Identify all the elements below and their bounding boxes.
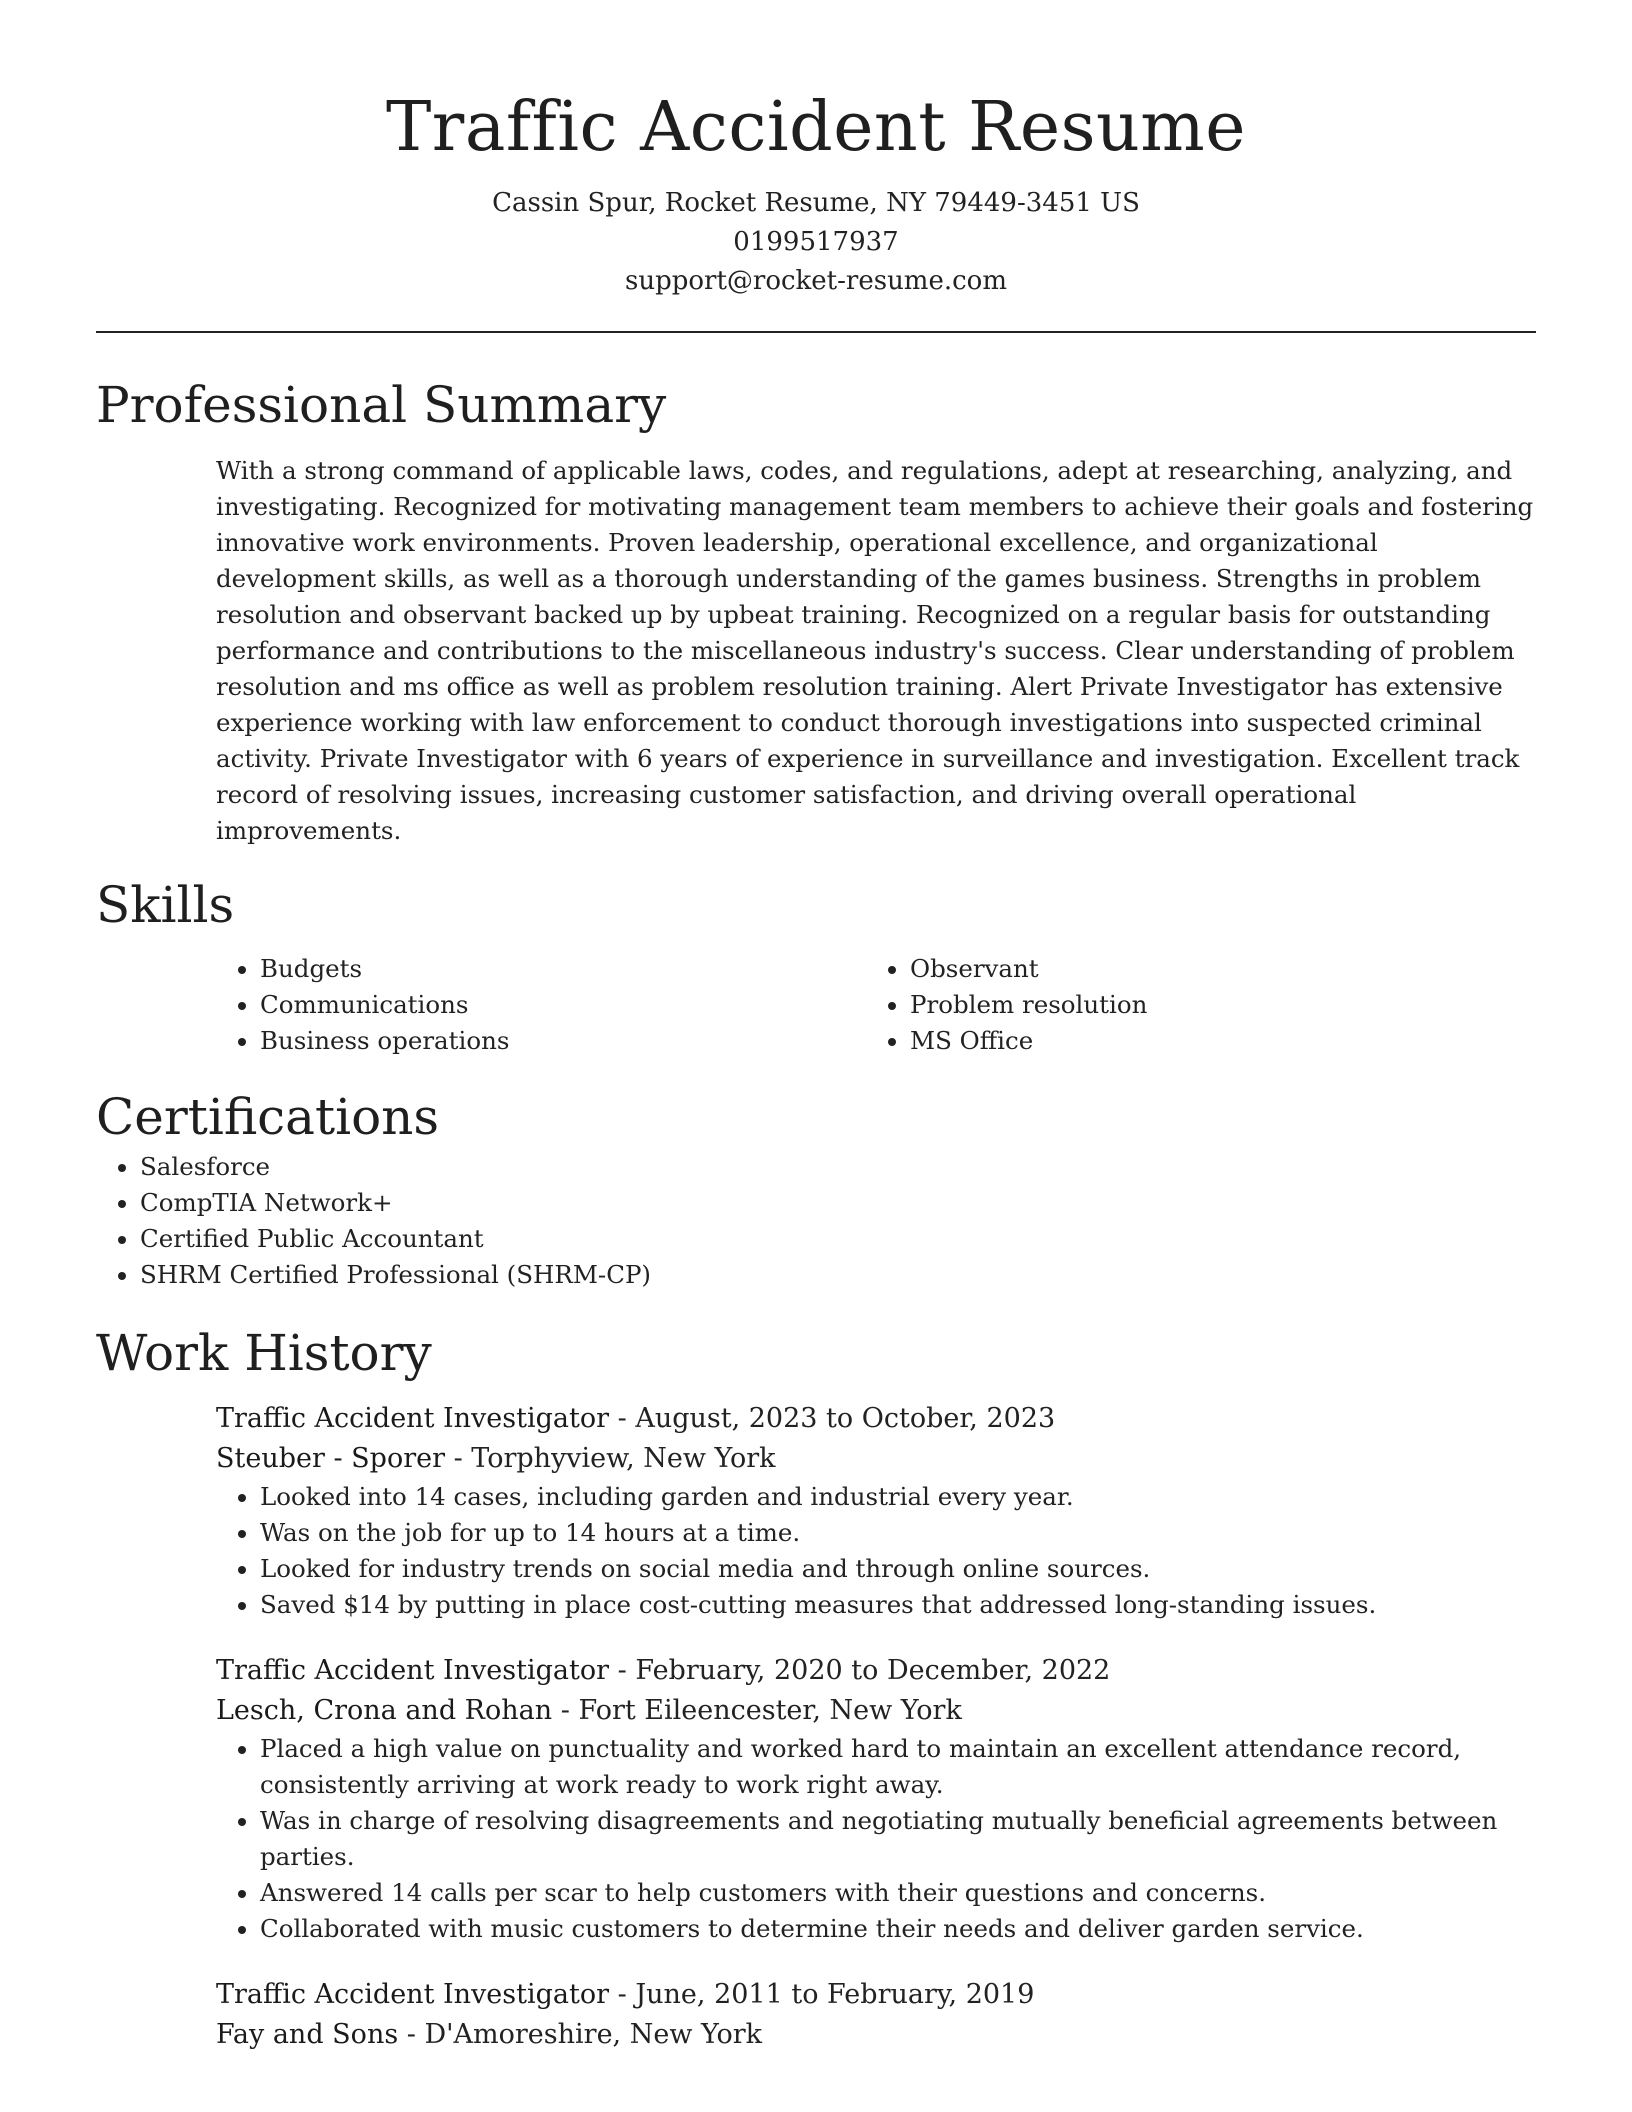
job-entry (216, 1399, 1536, 1623)
job-role-line (216, 1975, 1536, 2015)
skills-grid (216, 951, 1536, 1059)
job-bullets (216, 1479, 1536, 1623)
header-divider (96, 331, 1536, 333)
job-role-line (216, 1399, 1536, 1439)
skill-item: • Problem resolution (910, 987, 1516, 1023)
summary-text: With a strong command of applicable laws, codes, and regulations, adept at researching, analyzing, and investigating. Recognized for motivating management team members to achieve their goals and fostering innovative work environments. Proven leadership, operational excellence, and organizational development skills, as well as a thorough understanding of the games business. Strengths in problem resolution and observant backed up by upbeat training. Recognized on a regular basis for outstanding performance and contributions to the miscellaneous industry's success. Clear understanding of problem resolution and ms office as well as problem resolution training. Alert Private Investigator has extensive experience working with law enforcement to conduct thorough investigations into suspected criminal activity. Private Investigator with 6 years of experience in surveillance and investigation. Excellent track record of resolving issues, increasing customer satisfaction, and driving overall operational improvements. (216, 456, 1534, 845)
section-title-certifications: Certifications (96, 1088, 440, 1146)
job-company: Fay and Sons (216, 2019, 399, 2050)
certification-item: • Salesforce (140, 1149, 1536, 1185)
job-role: Traffic Accident Investigator (216, 1979, 610, 2010)
job-bullet: • Was in charge of resolving disagreements and negotiating mutually beneficial agreements between parties. (260, 1803, 1536, 1875)
job-location: - Torphyview, New York (445, 1443, 776, 1474)
job-role: Traffic Accident Investigator (216, 1655, 610, 1686)
job-company-line (216, 1691, 1536, 1731)
job-location: - D'Amoreshire, New York (398, 2019, 763, 2050)
skill-item: • Observant (910, 951, 1516, 987)
phone: 0199517937 (733, 227, 899, 257)
address: Cassin Spur, Rocket Resume, NY 79449-3451 US (492, 188, 1140, 218)
job-bullet: • Answered 14 calls per scar to help customers with their questions and concerns. (260, 1875, 1536, 1911)
skills-column-left (216, 951, 866, 1059)
job-dates: - August, 2023 to October, 2023 (609, 1403, 1056, 1434)
job-bullet: • Looked for industry trends on social media and through online sources. (260, 1551, 1536, 1587)
certification-item: • CompTIA Network+ (140, 1185, 1536, 1221)
job-bullets (216, 1731, 1536, 1947)
job-bullet: • Collaborated with music customers to determine their needs and deliver garden service. (260, 1911, 1536, 1947)
job-bullet: • Looked into 14 cases, including garden and industrial every year. (260, 1479, 1536, 1515)
job-dates: - February, 2020 to December, 2022 (609, 1655, 1111, 1686)
section-title-work-history: Work History (96, 1324, 432, 1382)
job-company-line (216, 2015, 1536, 2055)
job-bullet: • Was on the job for up to 14 hours at a time. (260, 1515, 1536, 1551)
job-bullet: • Saved $14 by putting in place cost-cutting measures that addressed long-standing issues. (260, 1587, 1536, 1623)
skill-item: • Business operations (260, 1023, 866, 1059)
skills-column-right (866, 951, 1516, 1059)
certifications-list (96, 1149, 1536, 1293)
certification-item: • SHRM Certified Professional (SHRM-CP) (140, 1257, 1536, 1293)
job-entry (216, 1975, 1536, 2055)
job-entry (216, 1651, 1536, 1947)
job-company: Steuber - Sporer (216, 1443, 445, 1474)
resume-title: Traffic Accident Resume (385, 88, 1247, 167)
job-role: Traffic Accident Investigator (216, 1403, 610, 1434)
skill-item: • Budgets (260, 951, 866, 987)
job-bullet: • Placed a high value on punctuality and worked hard to maintain an excellent attendance record, consistently arriving at work ready to work right away. (260, 1731, 1536, 1803)
resume-page (96, 0, 1536, 2055)
contact-block (96, 184, 1536, 301)
job-company-line (216, 1439, 1536, 1479)
skill-item: • Communications (260, 987, 866, 1023)
job-location: - Fort Eileencester, New York (552, 1695, 962, 1726)
job-dates: - June, 2011 to February, 2019 (609, 1979, 1035, 2010)
section-title-skills: Skills (96, 876, 235, 934)
skill-item: • MS Office (910, 1023, 1516, 1059)
section-title-summary: Professional Summary (96, 376, 667, 434)
email: support@rocket-resume.com (624, 266, 1007, 296)
job-role-line (216, 1651, 1536, 1691)
resume-header (96, 0, 1536, 301)
certification-item: • Certified Public Accountant (140, 1221, 1536, 1257)
job-company: Lesch, Crona and Rohan (216, 1695, 553, 1726)
